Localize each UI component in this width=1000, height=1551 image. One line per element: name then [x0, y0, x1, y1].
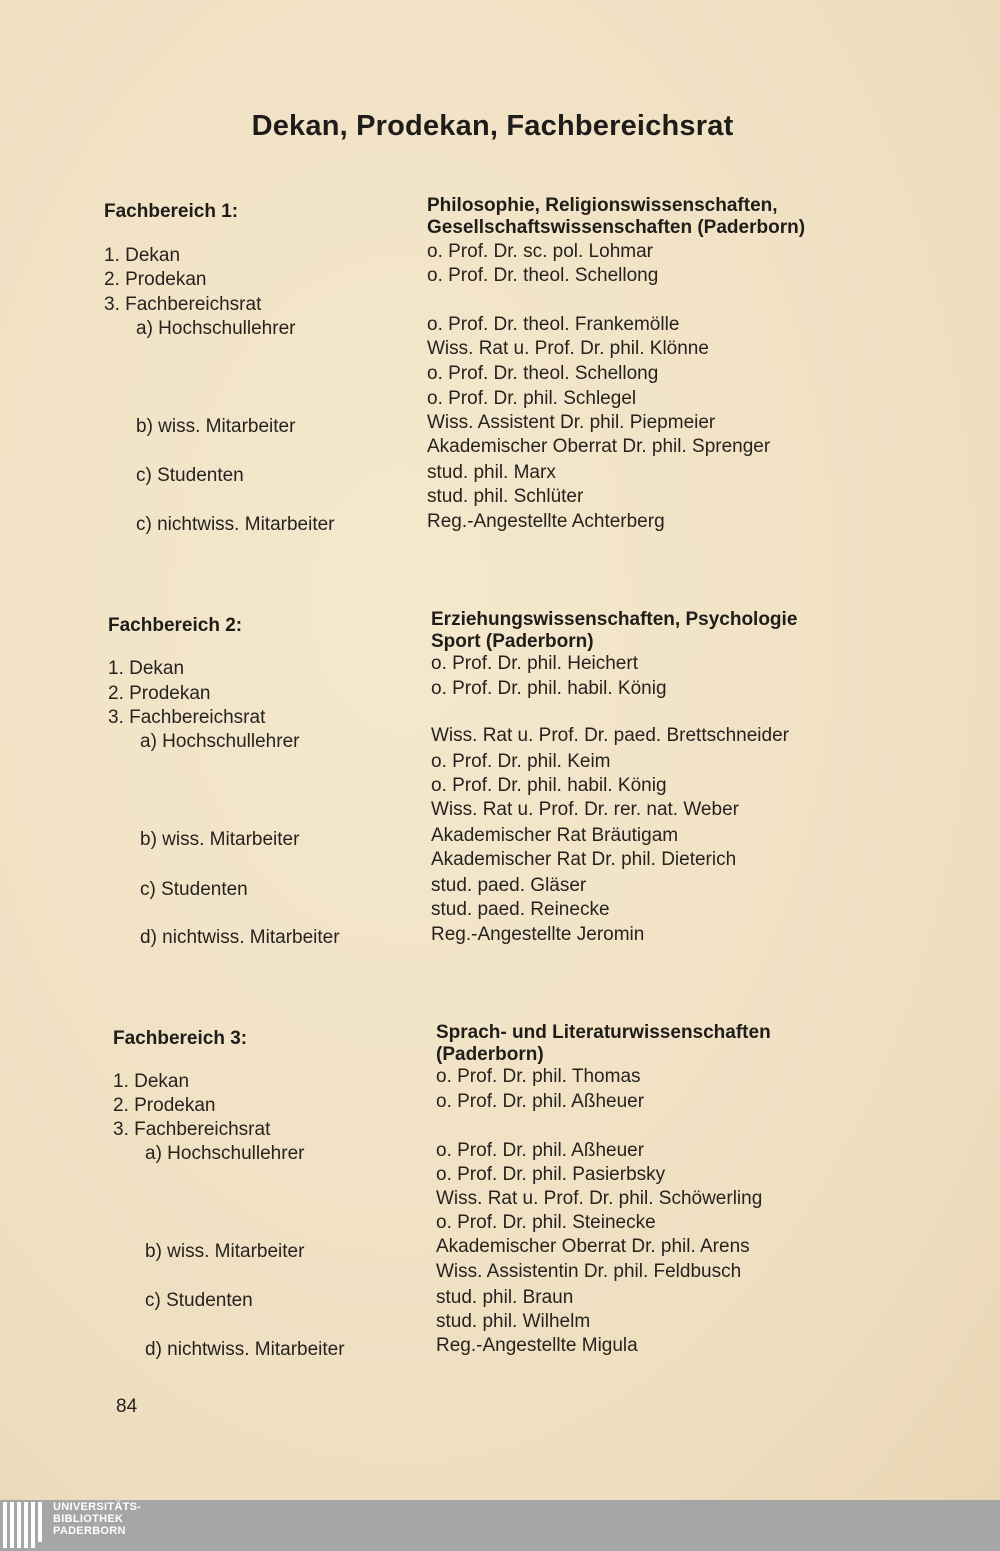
hochschullehrer-name: o. Prof. Dr. phil. Steinecke — [436, 1212, 656, 1233]
section-label: Fachbereich 2: — [108, 615, 243, 636]
hochschullehrer-name: o. Prof. Dr. phil. Keim — [431, 751, 611, 772]
dekan-label: 1. Dekan — [104, 245, 181, 266]
nichtwiss-name: Reg.-Angestellte Jeromin — [431, 924, 645, 945]
hochschullehrer-label: a) Hochschullehrer — [145, 1143, 305, 1164]
faculty-name-line: Erziehungswissenschaften, Psychologie — [431, 609, 798, 630]
library-name — [53, 1501, 141, 1537]
faculty-name-line: Sport (Paderborn) — [431, 631, 594, 652]
dekan-label: 1. Dekan — [108, 658, 185, 679]
dekan-name: o. Prof. Dr. phil. Thomas — [436, 1066, 641, 1087]
studenten-name: stud. paed. Gläser — [431, 875, 587, 896]
mitarbeiter-label: b) wiss. Mitarbeiter — [136, 416, 296, 437]
prodekan-name: o. Prof. Dr. phil. habil. König — [431, 678, 667, 699]
dekan-name: o. Prof. Dr. phil. Heichert — [431, 653, 638, 674]
fachbereich-1-section — [104, 195, 1000, 571]
nichtwiss-label: d) nichtwiss. Mitarbeiter — [140, 927, 340, 948]
hochschullehrer-name: Wiss. Rat u. Prof. Dr. phil. Schöwerling — [436, 1188, 763, 1209]
nichtwiss-name: Reg.-Angestellte Migula — [436, 1335, 638, 1356]
faculty-name — [427, 195, 897, 239]
prodekan-name: o. Prof. Dr. theol. Schellong — [427, 265, 659, 286]
mitarbeiter-name: Akademischer Oberrat Dr. phil. Arens — [436, 1236, 750, 1257]
nichtwiss-label: d) nichtwiss. Mitarbeiter — [145, 1339, 345, 1360]
mitarbeiter-name: Akademischer Rat Dr. phil. Dieterich — [431, 849, 737, 870]
hochschullehrer-name: Wiss. Rat u. Prof. Dr. rer. nat. Weber — [431, 799, 739, 820]
nichtwiss-name: Reg.-Angestellte Achterberg — [427, 511, 665, 532]
hochschullehrer-name: o. Prof. Dr. phil. Schlegel — [427, 388, 637, 409]
faculty-name — [431, 609, 901, 653]
faculty-name — [436, 1022, 906, 1066]
prodekan-label: 2. Prodekan — [108, 683, 211, 704]
faculty-name-line: Sprach- und Literaturwissenschaften — [436, 1022, 771, 1043]
mitarbeiter-label: b) wiss. Mitarbeiter — [140, 829, 300, 850]
dekan-label: 1. Dekan — [113, 1071, 190, 1092]
section-label: Fachbereich 1: — [104, 201, 239, 222]
section-label: Fachbereich 3: — [113, 1028, 248, 1049]
prodekan-label: 2. Prodekan — [104, 269, 207, 290]
hochschullehrer-label: a) Hochschullehrer — [136, 318, 296, 339]
faculty-name-line: Philosophie, Religionswissenschaften, — [427, 195, 778, 216]
studenten-name: stud. paed. Reinecke — [431, 899, 610, 920]
nichtwiss-label: c) nichtwiss. Mitarbeiter — [136, 514, 335, 535]
fachbereichsrat-label: 3. Fachbereichsrat — [108, 707, 266, 728]
mitarbeiter-name: Akademischer Oberrat Dr. phil. Sprenger — [427, 436, 771, 457]
studenten-name: stud. phil. Wilhelm — [436, 1311, 591, 1332]
dekan-name: o. Prof. Dr. sc. pol. Lohmar — [427, 241, 653, 262]
prodekan-label: 2. Prodekan — [113, 1095, 216, 1116]
fachbereichsrat-label: 3. Fachbereichsrat — [113, 1119, 271, 1140]
library-logo-icon — [0, 1502, 50, 1549]
fachbereich-2-section — [108, 609, 1000, 985]
fachbereich-3-section — [113, 1022, 1000, 1398]
mitarbeiter-name: Akademischer Rat Bräutigam — [431, 825, 679, 846]
faculty-name-line: (Paderborn) — [436, 1044, 544, 1065]
hochschullehrer-name: Wiss. Rat u. Prof. Dr. phil. Klönne — [427, 338, 709, 359]
mitarbeiter-label: b) wiss. Mitarbeiter — [145, 1241, 305, 1262]
hochschullehrer-name: o. Prof. Dr. phil. habil. König — [431, 775, 667, 796]
studenten-label: c) Studenten — [145, 1290, 253, 1311]
prodekan-name: o. Prof. Dr. phil. Aßheuer — [436, 1091, 645, 1112]
studenten-name: stud. phil. Braun — [436, 1287, 574, 1308]
hochschullehrer-name: o. Prof. Dr. phil. Pasierbsky — [436, 1164, 666, 1185]
library-name-line: PADERBORN — [53, 1525, 126, 1537]
fachbereichsrat-label: 3. Fachbereichsrat — [104, 294, 262, 315]
faculty-name-line: Gesellschaftswissenschaften (Paderborn) — [427, 217, 806, 238]
hochschullehrer-name: o. Prof. Dr. theol. Frankemölle — [427, 314, 680, 335]
hochschullehrer-name: o. Prof. Dr. theol. Schellong — [427, 363, 659, 384]
studenten-name: stud. phil. Schlüter — [427, 486, 584, 507]
library-footer — [0, 1500, 1000, 1551]
page-number: 84 — [116, 1396, 138, 1417]
hochschullehrer-label: a) Hochschullehrer — [140, 731, 300, 752]
mitarbeiter-name: Wiss. Assistentin Dr. phil. Feldbusch — [436, 1261, 742, 1282]
library-name-line: BIBLIOTHEK — [53, 1513, 124, 1525]
mitarbeiter-name: Wiss. Assistent Dr. phil. Piepmeier — [427, 412, 716, 433]
hochschullehrer-name: Wiss. Rat u. Prof. Dr. paed. Brettschneider — [431, 725, 789, 746]
library-name-line: UNIVERSITÄTS- — [53, 1501, 142, 1513]
studenten-name: stud. phil. Marx — [427, 462, 556, 483]
hochschullehrer-name: o. Prof. Dr. phil. Aßheuer — [436, 1140, 645, 1161]
studenten-label: c) Studenten — [136, 465, 244, 486]
studenten-label: c) Studenten — [140, 879, 248, 900]
page-title: Dekan, Prodekan, Fachbereichsrat — [251, 110, 734, 142]
